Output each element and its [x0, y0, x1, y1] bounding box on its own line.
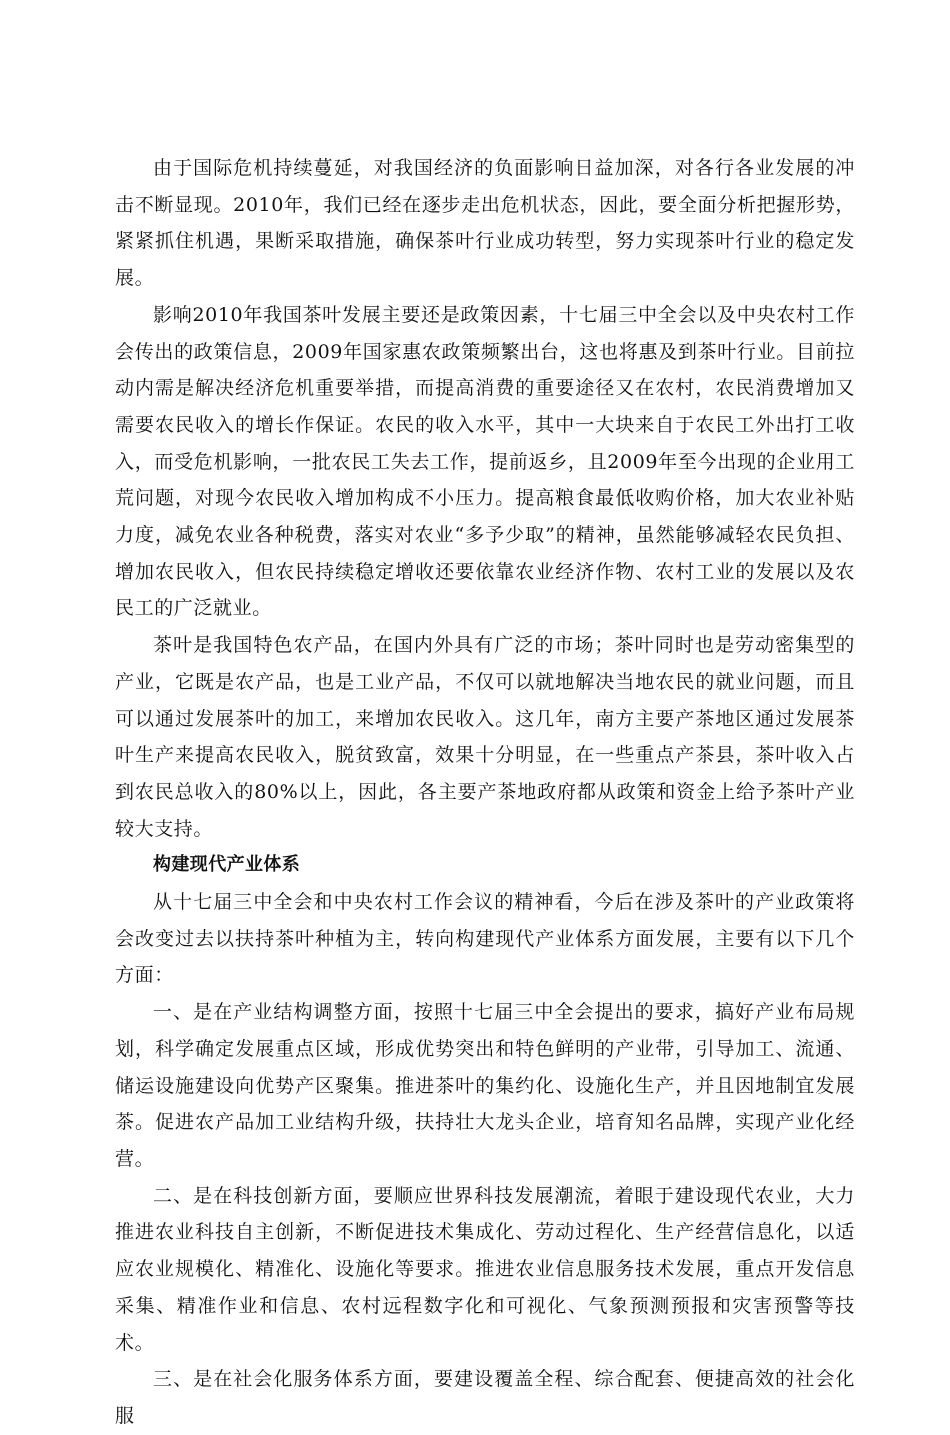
paragraph-tea-industry: 茶叶是我国特色农产品，在国内外具有广泛的市场；茶叶同时也是劳动密集型的产业，它既是农产品，也是工业产品，不仅可以就地解决当地农民的就业问题，而且可以通过发展茶叶的加工，来增加农民收入。这几年，南方主要产茶地区通过发展茶叶生产来提高农民收入，脱贫致富，效果十分明显，在一些重点产茶县，茶叶收入占到农民总收入的80%以上，因此，各主要产茶地政府都从政策和资金上给予茶叶产业较大支持。 [115, 634, 855, 840]
paragraph-point-two: 二、是在科技创新方面，要顺应世界科技发展潮流，着眼于建设现代农业，大力推进农业科技自主创新，不断促进技术集成化、劳动过程化、生产经营信息化，以适应农业规模化、精准化、设施化等要求。推进农业信息服务技术发展，重点开发信息采集、精准作业和信息、农村远程数字化和可视化、气象预测预报和灾害预警等技术。 [115, 1184, 855, 1354]
paragraph-section-intro: 从十七届三中全会和中央农村工作会议的精神看，今后在涉及茶叶的产业政策将会改变过去以扶持茶叶种植为主，转向构建现代产业体系方面发展，主要有以下几个方面： [115, 891, 855, 987]
document-body [115, 150, 855, 1435]
paragraph-point-three: 三、是在社会化服务体系方面，要建设覆盖全程、综合配套、便捷高效的社会化服 [115, 1368, 855, 1427]
paragraph-intro: 由于国际危机持续蔓延，对我国经济的负面影响日益加深，对各行各业发展的冲击不断显现。2010年，我们已经在逐步走出危机状态，因此，要全面分析把握形势，紧紧抓住机遇，果断采取措施，确保茶叶行业成功转型，努力实现茶叶行业的稳定发展。 [115, 157, 855, 290]
paragraph-point-one: 一、是在产业结构调整方面，按照十七届三中全会提出的要求，搞好产业布局规划，科学确定发展重点区域，形成优势突出和特色鲜明的产业带，引导加工、流通、储运设施建设向优势产区聚集。推进茶叶的集约化、设施化生产，并且因地制宜发展茶。促进农产品加工业结构升级，扶持壮大龙头企业，培育知名品牌，实现产业化经营。 [115, 1001, 855, 1170]
section-heading: 构建现代产业体系 [153, 854, 301, 876]
paragraph-policy-factors: 影响2010年我国茶叶发展主要还是政策因素，十七届三中全会以及中央农村工作会传出的政策信息，2009年国家惠农政策频繁出台，这也将惠及到茶叶行业。目前拉动内需是解决经济危机重要举措，而提高消费的重要途径又在农村，农民消费增加又需要农民收入的增长作保证。农民的收入水平，其中一大块来自于农民工外出打工收入，而受危机影响，一批农民工失去工作，提前返乡，且2009年至今出现的企业用工荒问题，对现今农民收入增加构成不小压力。提高粮食最低收购价格，加大农业补贴力度，减免农业各种税费，落实对农业“多予少取”的精神，虽然能够减轻农民负担、增加农民收入，但农民持续稳定增收还要依靠农业经济作物、农村工业的发展以及农民工的广泛就业。 [115, 303, 855, 620]
